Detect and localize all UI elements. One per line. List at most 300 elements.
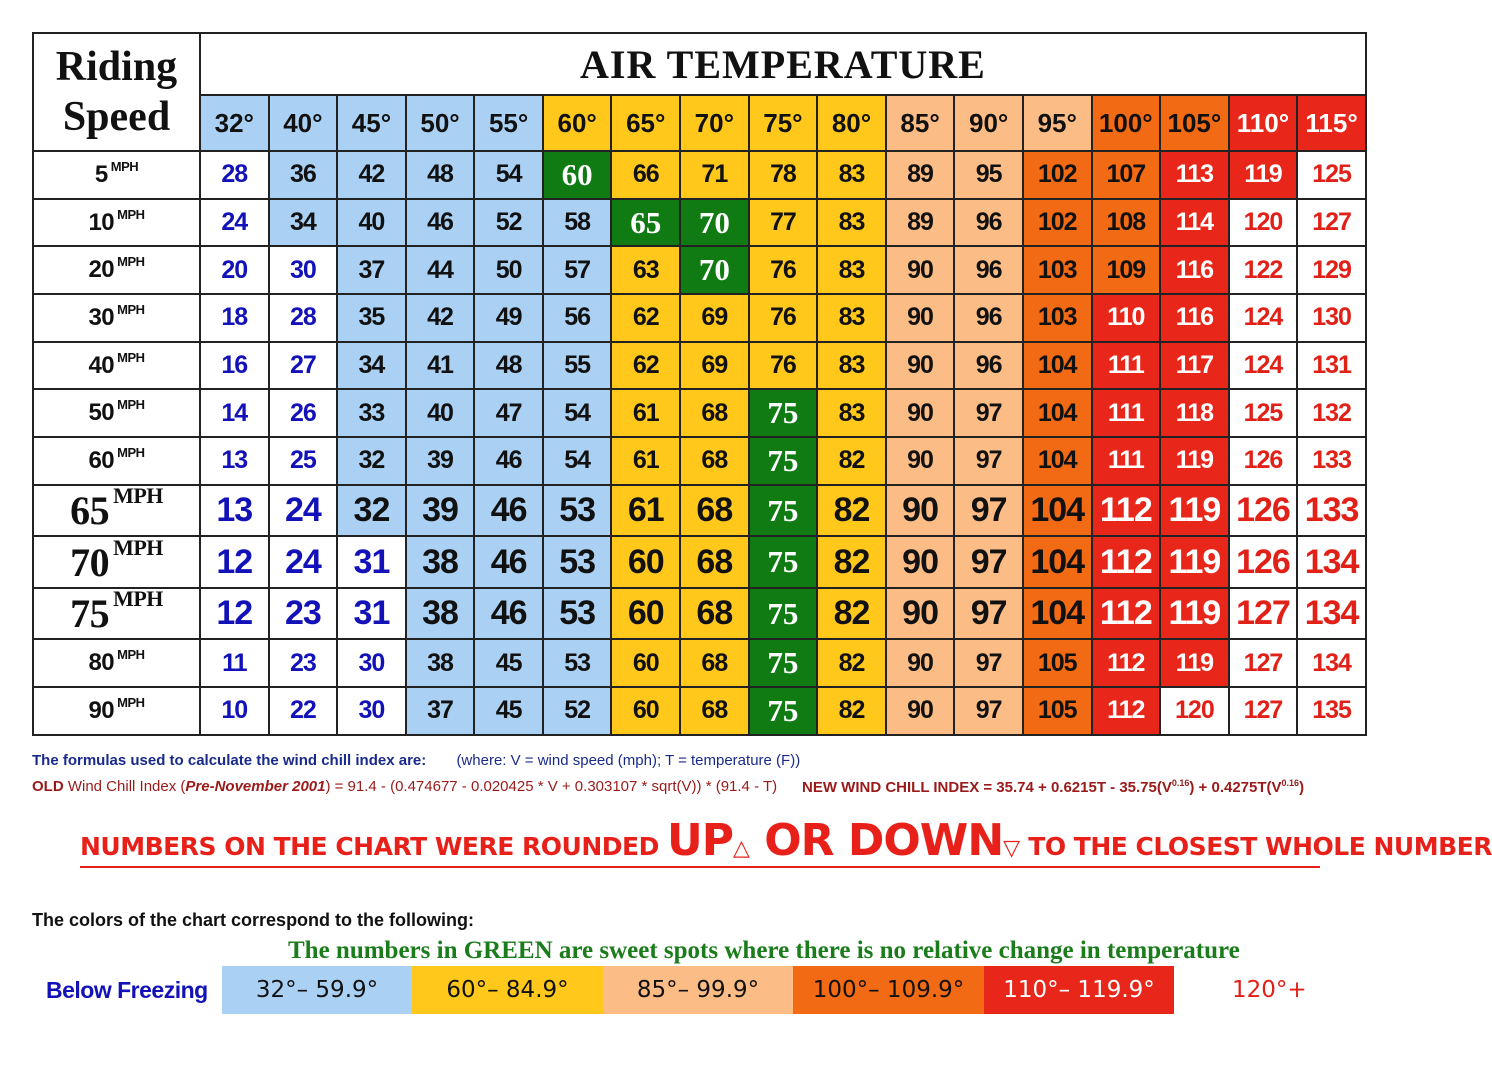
wind-chill-cell: 12 [200, 536, 269, 588]
wind-chill-cell: 40 [337, 199, 406, 247]
wind-chill-cell: 30 [269, 246, 338, 294]
legend-below-freezing: Below Freezing [46, 977, 208, 1003]
wind-chill-cell: 26 [269, 389, 338, 437]
wind-chill-cell: 68 [680, 536, 749, 588]
wind-chill-cell: 32 [337, 437, 406, 485]
wind-chill-cell: 22 [269, 687, 338, 735]
legend-band-120-plus: 120°+ [1232, 977, 1307, 1003]
wind-chill-cell: 42 [337, 151, 406, 199]
wind-chill-cell: 111 [1092, 342, 1161, 390]
wind-chill-cell: 48 [406, 151, 475, 199]
wind-chill-cell: 109 [1092, 246, 1161, 294]
wind-chill-cell: 39 [406, 485, 475, 537]
wind-chill-cell: 119 [1160, 588, 1229, 640]
wind-chill-cell: 48 [474, 342, 543, 390]
wind-chill-cell: 23 [269, 588, 338, 640]
temperature-header: 95° [1023, 95, 1092, 151]
table-row [33, 389, 1366, 437]
wind-chill-cell: 37 [406, 687, 475, 735]
wind-chill-cell: 46 [474, 536, 543, 588]
speed-value: 30 [88, 303, 115, 331]
speed-value: 75 [70, 591, 110, 637]
speed-value: 10 [88, 208, 115, 236]
wind-chill-cell: 31 [337, 588, 406, 640]
wind-chill-cell: 108 [1092, 199, 1161, 247]
wind-chill-cell: 69 [680, 294, 749, 342]
legend-band-85-99: 85°– 99.9° [603, 966, 793, 1014]
wind-chill-cell: 61 [611, 437, 680, 485]
wind-chill-cell: 112 [1092, 639, 1161, 687]
wind-chill-cell: 68 [680, 687, 749, 735]
wind-chill-cell: 62 [611, 342, 680, 390]
wind-chill-cell: 118 [1160, 389, 1229, 437]
wind-chill-cell: 40 [406, 389, 475, 437]
table-row [33, 437, 1366, 485]
wind-chill-cell: 75 [749, 639, 818, 687]
wind-chill-cell: 90 [886, 246, 955, 294]
table-row [33, 588, 1366, 640]
wind-chill-cell: 60 [611, 687, 680, 735]
wind-chill-cell: 54 [543, 437, 612, 485]
wind-chill-cell: 83 [817, 389, 886, 437]
table-row [33, 246, 1366, 294]
wind-chill-cell: 47 [474, 389, 543, 437]
wind-chill-cell: 68 [680, 389, 749, 437]
new-formula-line [802, 778, 1304, 796]
wind-chill-cell: 31 [337, 536, 406, 588]
table-row [33, 639, 1366, 687]
speed-label [33, 389, 200, 437]
wind-chill-cell: 63 [611, 246, 680, 294]
wind-chill-cell: 46 [474, 485, 543, 537]
wind-chill-cell: 35 [337, 294, 406, 342]
wind-chill-cell: 120 [1229, 199, 1298, 247]
wind-chill-cell: 46 [474, 437, 543, 485]
wind-chill-cell: 60 [611, 588, 680, 640]
wind-chill-cell: 112 [1092, 588, 1161, 640]
wind-chill-cell: 82 [817, 639, 886, 687]
formula-where: (where: V = wind speed (mph); T = temperature (F)) [456, 752, 801, 769]
wind-chill-cell: 60 [611, 536, 680, 588]
table-row [33, 536, 1366, 588]
wind-chill-cell: 54 [543, 389, 612, 437]
green-sweet-spot-note: The numbers in GREEN are sweet spots where there is no relative change in temperature [288, 937, 1240, 964]
new-formula-c: ) [1299, 779, 1305, 796]
speed-label [33, 437, 200, 485]
wind-chill-cell: 75 [749, 389, 818, 437]
wind-chill-cell: 110 [1092, 294, 1161, 342]
wind-chill-cell: 83 [817, 151, 886, 199]
wind-chill-cell: 38 [406, 536, 475, 588]
wind-chill-cell: 53 [543, 639, 612, 687]
temperature-header: 85° [886, 95, 955, 151]
wind-chill-cell: 126 [1229, 437, 1298, 485]
temperature-header: 50° [406, 95, 475, 151]
color-legend [32, 966, 1332, 1014]
wind-chill-cell: 75 [749, 536, 818, 588]
temperature-header: 100° [1092, 95, 1161, 151]
temperature-header: 32° [200, 95, 269, 151]
speed-unit: MPH [117, 206, 145, 222]
wind-chill-cell: 52 [474, 199, 543, 247]
wind-chill-cell: 24 [269, 536, 338, 588]
speed-unit: MPH [117, 397, 145, 413]
wind-chill-cell: 38 [406, 588, 475, 640]
rounding-line [80, 815, 1492, 866]
new-exponent-2: 0.16 [1281, 778, 1300, 788]
wind-chill-cell: 125 [1297, 151, 1366, 199]
wind-chill-cell: 90 [886, 389, 955, 437]
speed-label [33, 536, 200, 588]
old-formula: ) = 91.4 - (0.474677 - 0.020425 * V + 0.303107 * sqrt(V)) * (91.4 - T) [325, 778, 778, 795]
wind-chill-cell: 66 [611, 151, 680, 199]
wind-chill-cell: 119 [1160, 536, 1229, 588]
speed-label [33, 151, 200, 199]
wind-chill-cell: 97 [954, 485, 1023, 537]
wind-chill-cell: 83 [817, 294, 886, 342]
wind-chill-cell: 96 [954, 294, 1023, 342]
wind-chill-cell: 69 [680, 342, 749, 390]
wind-chill-cell: 44 [406, 246, 475, 294]
wind-chill-cell: 104 [1023, 485, 1092, 537]
wind-chill-cell: 68 [680, 588, 749, 640]
wind-chill-cell: 28 [200, 151, 269, 199]
speed-value: 90 [88, 696, 115, 724]
wind-chill-cell: 16 [200, 342, 269, 390]
table-row [33, 151, 1366, 199]
wind-chill-cell: 39 [406, 437, 475, 485]
wind-chill-cell: 68 [680, 639, 749, 687]
old-label: Wind Chill Index ( [63, 778, 186, 795]
wind-chill-cell: 102 [1023, 151, 1092, 199]
wind-chill-cell: 45 [474, 639, 543, 687]
rounding-part-1: NUMBERS ON THE CHART WERE ROUNDED [80, 832, 668, 861]
wind-chill-cell: 53 [543, 485, 612, 537]
wind-chill-cell: 77 [749, 199, 818, 247]
wind-chill-cell: 103 [1023, 246, 1092, 294]
wind-chill-cell: 83 [817, 342, 886, 390]
table-row [33, 687, 1366, 735]
formula-intro: The formulas used to calculate the wind chill index are: [32, 752, 427, 769]
speed-label [33, 639, 200, 687]
wind-chill-cell: 112 [1092, 485, 1161, 537]
table-row [33, 294, 1366, 342]
speed-label [33, 342, 200, 390]
wind-chill-cell: 60 [611, 639, 680, 687]
new-formula-b: ) + 0.4275T(V [1189, 779, 1282, 796]
wind-chill-cell: 82 [817, 687, 886, 735]
wind-chill-cell: 97 [954, 588, 1023, 640]
wind-chill-cell: 135 [1297, 687, 1366, 735]
wind-chill-cell: 97 [954, 687, 1023, 735]
speed-unit: MPH [117, 254, 145, 270]
wind-chill-cell: 104 [1023, 536, 1092, 588]
wind-chill-cell: 75 [749, 588, 818, 640]
riding-speed-line-1: Riding [55, 44, 178, 90]
wind-chill-cell: 70 [680, 199, 749, 247]
riding-speed-line-2: Speed [62, 94, 171, 140]
wind-chill-cell: 50 [474, 246, 543, 294]
speed-label [33, 294, 200, 342]
wind-chill-cell: 90 [886, 437, 955, 485]
wind-chill-cell: 117 [1160, 342, 1229, 390]
wind-chill-cell: 71 [680, 151, 749, 199]
wind-chill-cell: 114 [1160, 199, 1229, 247]
wind-chill-cell: 90 [886, 588, 955, 640]
wind-chill-cell: 41 [406, 342, 475, 390]
temperature-header: 40° [269, 95, 338, 151]
wind-chill-cell: 134 [1297, 588, 1366, 640]
wind-chill-cell: 95 [954, 151, 1023, 199]
speed-unit: MPH [117, 349, 145, 365]
wind-chill-cell: 57 [543, 246, 612, 294]
wind-chill-cell: 133 [1297, 485, 1366, 537]
speed-unit: MPH [113, 586, 163, 612]
wind-chill-cell: 107 [1092, 151, 1161, 199]
rounding-note [80, 812, 1492, 872]
wind-chill-cell: 104 [1023, 389, 1092, 437]
speed-label [33, 485, 200, 537]
wind-chill-cell: 119 [1160, 639, 1229, 687]
wind-chill-cell: 37 [337, 246, 406, 294]
wind-chill-cell: 82 [817, 437, 886, 485]
wind-chill-cell: 18 [200, 294, 269, 342]
wind-chill-cell: 89 [886, 151, 955, 199]
wind-chill-cell: 127 [1229, 588, 1298, 640]
temperature-header: 110° [1229, 95, 1298, 151]
wind-chill-cell: 124 [1229, 294, 1298, 342]
wind-chill-cell: 24 [200, 199, 269, 247]
temperature-header: 65° [611, 95, 680, 151]
wind-chill-cell: 83 [817, 246, 886, 294]
new-exponent-1: 0.16 [1171, 778, 1190, 788]
temperature-header: 60° [543, 95, 612, 151]
wind-chill-cell: 134 [1297, 536, 1366, 588]
wind-chill-cell: 27 [269, 342, 338, 390]
wind-chill-cell: 12 [200, 588, 269, 640]
wind-chill-cell: 10 [200, 687, 269, 735]
wind-chill-cell: 124 [1229, 342, 1298, 390]
air-temperature-title: AIR TEMPERATURE [200, 33, 1366, 95]
speed-value: 60 [88, 446, 115, 474]
wind-chill-cell: 82 [817, 485, 886, 537]
wind-chill-cell: 75 [749, 687, 818, 735]
wind-chill-cell: 90 [886, 639, 955, 687]
riding-speed-header [33, 33, 200, 151]
temperature-header: 105° [1160, 95, 1229, 151]
new-formula-a: NEW WIND CHILL INDEX = 35.74 + 0.6215T - 35.75(V [802, 779, 1172, 796]
wind-chill-cell: 103 [1023, 294, 1092, 342]
speed-label [33, 687, 200, 735]
wind-chill-cell: 13 [200, 485, 269, 537]
wind-chill-cell: 90 [886, 342, 955, 390]
temperature-header: 45° [337, 95, 406, 151]
wind-chill-cell: 53 [543, 588, 612, 640]
temperature-header-row [33, 95, 1366, 151]
wind-chill-cell: 116 [1160, 294, 1229, 342]
wind-chill-cell: 62 [611, 294, 680, 342]
wind-chill-cell: 113 [1160, 151, 1229, 199]
wind-chill-cell: 34 [269, 199, 338, 247]
wind-chill-cell: 90 [886, 536, 955, 588]
wind-chill-cell: 126 [1229, 536, 1298, 588]
table-row [33, 342, 1366, 390]
wind-chill-cell: 127 [1229, 639, 1298, 687]
wind-chill-cell: 104 [1023, 588, 1092, 640]
wind-chill-cell: 129 [1297, 246, 1366, 294]
wind-chill-cell: 61 [611, 389, 680, 437]
wind-chill-cell: 76 [749, 294, 818, 342]
old-prefix: OLD [32, 778, 64, 795]
wind-chill-cell: 13 [200, 437, 269, 485]
wind-chill-cell: 112 [1092, 687, 1161, 735]
rounding-part-2: TO THE CLOSEST WHOLE NUMBER [1020, 832, 1492, 861]
wind-chill-cell: 96 [954, 246, 1023, 294]
old-formula-line [32, 778, 777, 795]
wind-chill-cell: 42 [406, 294, 475, 342]
speed-unit: MPH [117, 444, 145, 460]
table-row [33, 485, 1366, 537]
speed-unit: MPH [110, 158, 139, 174]
wind-chill-cell: 90 [886, 687, 955, 735]
speed-label [33, 588, 200, 640]
wind-chill-cell: 30 [337, 639, 406, 687]
wind-chill-cell: 75 [749, 437, 818, 485]
wind-chill-cell: 53 [543, 536, 612, 588]
wind-chill-cell: 46 [406, 199, 475, 247]
wind-chill-cell: 24 [269, 485, 338, 537]
speed-value: 40 [88, 351, 115, 379]
wind-chill-cell: 130 [1297, 294, 1366, 342]
legend-band-110-119: 110°– 119.9° [984, 966, 1174, 1014]
wind-chill-cell: 76 [749, 342, 818, 390]
wind-chill-cell: 46 [474, 588, 543, 640]
wind-chill-cell: 55 [543, 342, 612, 390]
wind-chill-chart [32, 32, 1365, 732]
wind-chill-cell: 97 [954, 437, 1023, 485]
wind-chill-cell: 90 [886, 485, 955, 537]
wind-chill-cell: 125 [1229, 389, 1298, 437]
wind-chill-cell: 127 [1297, 199, 1366, 247]
wind-chill-cell: 116 [1160, 246, 1229, 294]
wind-chill-cell: 131 [1297, 342, 1366, 390]
wind-chill-cell: 25 [269, 437, 338, 485]
wind-chill-cell: 102 [1023, 199, 1092, 247]
temperature-header: 115° [1297, 95, 1366, 151]
speed-value: 70 [70, 539, 110, 585]
wind-chill-cell: 34 [337, 342, 406, 390]
wind-chill-cell: 133 [1297, 437, 1366, 485]
rounding-or-down: OR DOWN [749, 815, 1004, 866]
wind-chill-cell: 104 [1023, 437, 1092, 485]
wind-chill-cell: 11 [200, 639, 269, 687]
wind-chill-cell: 89 [886, 199, 955, 247]
speed-value: 20 [88, 256, 115, 284]
temperature-header: 75° [749, 95, 818, 151]
up-triangle-icon: △ [733, 836, 750, 861]
table-body [33, 151, 1366, 735]
wind-chill-cell: 38 [406, 639, 475, 687]
wind-chill-cell: 112 [1092, 536, 1161, 588]
wind-chill-table [32, 32, 1367, 736]
wind-chill-cell: 96 [954, 342, 1023, 390]
legend-band-100-109: 100°– 109.9° [793, 966, 984, 1014]
legend-intro: The colors of the chart correspond to the following: [32, 910, 475, 930]
wind-chill-cell: 76 [749, 246, 818, 294]
wind-chill-cell: 45 [474, 687, 543, 735]
wind-chill-cell: 14 [200, 389, 269, 437]
wind-chill-cell: 82 [817, 588, 886, 640]
speed-unit: MPH [117, 301, 145, 317]
wind-chill-cell: 111 [1092, 389, 1161, 437]
wind-chill-cell: 90 [886, 294, 955, 342]
wind-chill-cell: 120 [1160, 687, 1229, 735]
wind-chill-cell: 97 [954, 536, 1023, 588]
wind-chill-cell: 52 [543, 687, 612, 735]
wind-chill-cell: 105 [1023, 639, 1092, 687]
wind-chill-cell: 97 [954, 389, 1023, 437]
temperature-header: 55° [474, 95, 543, 151]
table-row [33, 199, 1366, 247]
speed-value: 80 [88, 649, 115, 677]
speed-label [33, 199, 200, 247]
wind-chill-cell: 134 [1297, 639, 1366, 687]
wind-chill-cell: 23 [269, 639, 338, 687]
speed-unit: MPH [117, 694, 145, 710]
wind-chill-cell: 96 [954, 199, 1023, 247]
wind-chill-cell: 82 [817, 536, 886, 588]
wind-chill-cell: 20 [200, 246, 269, 294]
wind-chill-cell: 127 [1229, 687, 1298, 735]
wind-chill-cell: 104 [1023, 342, 1092, 390]
wind-chill-cell: 78 [749, 151, 818, 199]
wind-chill-cell: 54 [474, 151, 543, 199]
rounding-underline [80, 866, 1320, 868]
wind-chill-cell: 56 [543, 294, 612, 342]
legend-band-32-59: 32°– 59.9° [222, 966, 412, 1014]
wind-chill-cell: 83 [817, 199, 886, 247]
wind-chill-cell: 30 [337, 687, 406, 735]
wind-chill-cell: 68 [680, 437, 749, 485]
wind-chill-cell: 65 [611, 199, 680, 247]
wind-chill-cell: 61 [611, 485, 680, 537]
wind-chill-cell: 119 [1160, 437, 1229, 485]
wind-chill-cell: 28 [269, 294, 338, 342]
wind-chill-cell: 32 [337, 485, 406, 537]
wind-chill-cell: 122 [1229, 246, 1298, 294]
speed-unit: MPH [113, 534, 163, 560]
formula-intro-line [32, 752, 800, 769]
wind-chill-cell: 70 [680, 246, 749, 294]
speed-value: 5 [94, 160, 108, 188]
wind-chill-cell: 36 [269, 151, 338, 199]
wind-chill-cell: 119 [1160, 485, 1229, 537]
wind-chill-cell: 33 [337, 389, 406, 437]
speed-label [33, 246, 200, 294]
wind-chill-cell: 97 [954, 639, 1023, 687]
temperature-header: 70° [680, 95, 749, 151]
down-triangle-icon: ▽ [1003, 836, 1021, 861]
rounding-up: UP [667, 815, 734, 866]
wind-chill-cell: 75 [749, 485, 818, 537]
temperature-header: 80° [817, 95, 886, 151]
wind-chill-cell: 126 [1229, 485, 1298, 537]
legend-band-60-84: 60°– 84.9° [412, 966, 603, 1014]
speed-value: 50 [88, 399, 115, 427]
wind-chill-cell: 58 [543, 199, 612, 247]
wind-chill-cell: 68 [680, 485, 749, 537]
wind-chill-cell: 60 [543, 151, 612, 199]
